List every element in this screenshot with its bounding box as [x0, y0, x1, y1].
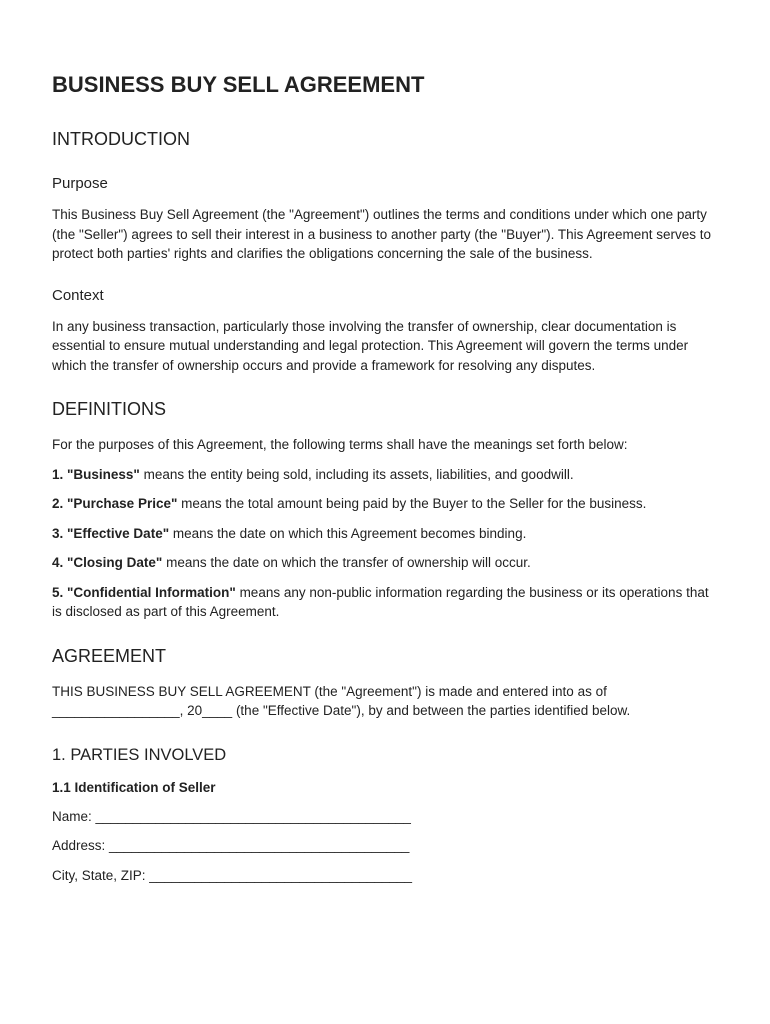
- seller-heading: 1.1 Identification of Seller: [52, 779, 216, 795]
- context-paragraph: In any business transaction, particularly those involving the transfer of ownership, clear documentation is essential to ensure mutual understanding and legal protection. This Agreement will govern the terms under which the transfer of ownership occurs and provide a framework for resolving any disputes.: [52, 318, 689, 373]
- definition-text: means the entity being sold, including its assets, liabilities, and goodwill.: [139, 466, 574, 482]
- definition-text: means any non-public information regarding the business or its operations that is disclosed as part of this Agreement.: [52, 584, 709, 619]
- definition-item: [52, 465, 722, 485]
- definition-term: 1. "Business": [52, 466, 140, 482]
- agreement-heading: AGREEMENT: [52, 645, 167, 666]
- definition-term: 5. "Confidential Information": [52, 584, 236, 600]
- context-heading: Context: [52, 286, 104, 304]
- definition-item: [52, 494, 722, 514]
- seller-address-field[interactable]: Address: ________________________________________: [52, 838, 410, 853]
- purpose-heading: Purpose: [52, 175, 108, 192]
- definition-item: [52, 524, 722, 544]
- definition-text: means the date on which this Agreement becomes binding.: [169, 525, 527, 541]
- document-page: [52, 70, 722, 895]
- definitions-intro: For the purposes of this Agreement, the following terms shall have the meanings set forth below:: [52, 437, 628, 452]
- introduction-heading: INTRODUCTION: [52, 129, 190, 149]
- definition-item: [52, 553, 722, 573]
- parties-heading: 1. PARTIES INVOLVED: [52, 745, 227, 764]
- definition-term: 4. "Closing Date": [52, 555, 163, 570]
- seller-name-field[interactable]: Name: __________________________________________: [52, 808, 411, 824]
- definitions-heading: DEFINITIONS: [52, 399, 167, 419]
- definition-item: [52, 583, 722, 622]
- definition-term: 2. "Purchase Price": [52, 496, 178, 511]
- definition-text: means the date on which the transfer of ownership will occur.: [162, 555, 531, 570]
- agreement-paragraph: THIS BUSINESS BUY SELL AGREEMENT (the "Agreement") is made and entered into as of _________________, 20____ (the "Effective Date"), by and between the parties identified below.: [52, 683, 631, 718]
- document-title: BUSINESS BUY SELL AGREEMENT: [52, 72, 425, 97]
- seller-city-state-zip-field[interactable]: City, State, ZIP: ___________________________________: [52, 867, 413, 883]
- definition-text: means the total amount being paid by the Buyer to the Seller for the business.: [177, 496, 647, 511]
- definition-term: 3. "Effective Date": [52, 525, 170, 541]
- purpose-paragraph: This Business Buy Sell Agreement (the "Agreement") outlines the terms and conditions under which one party (the "Seller") agrees to sell their interest in a business to another party (the "Buyer"). This Agreement serves to protect both parties' rights and clarifies the obligations concerning the sale of the business.: [52, 207, 711, 261]
